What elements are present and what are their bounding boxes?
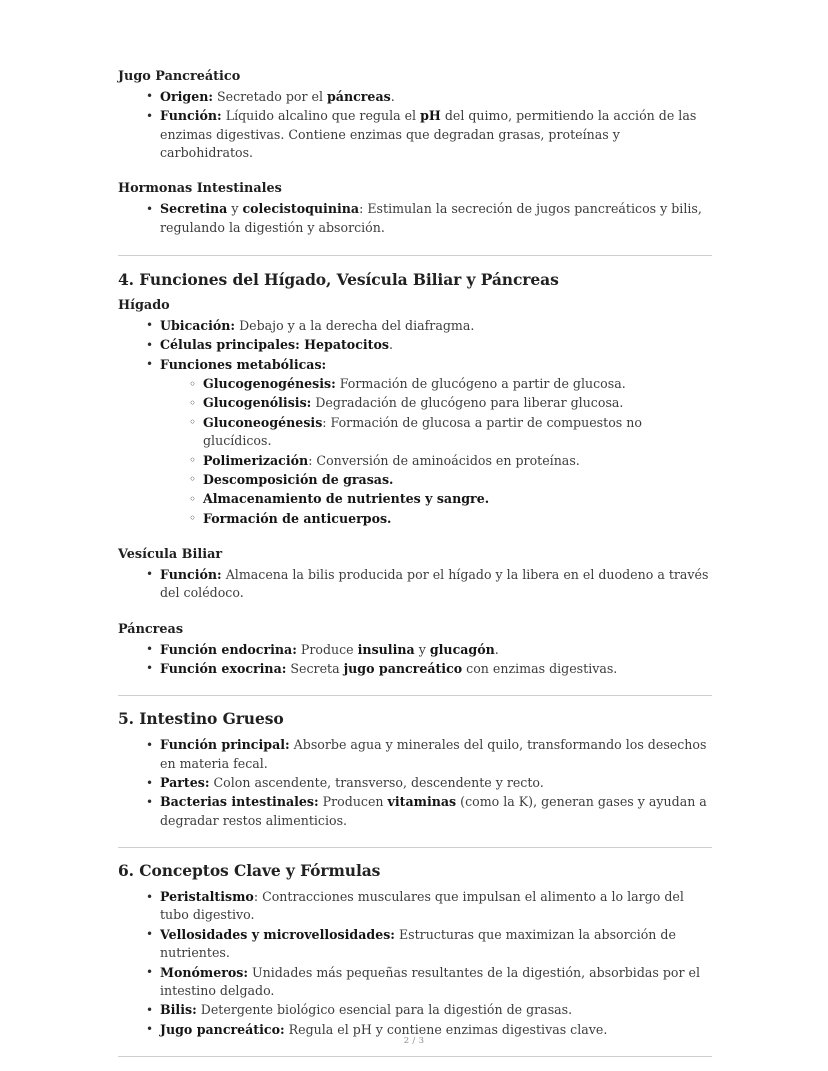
list-item: [146, 200, 712, 237]
list-item: [189, 394, 712, 412]
item-label: Jugo pancreático:: [160, 1021, 285, 1037]
item-text: Unidades más pequeñas resultantes de la digestión, absorbidas por el intestino delgado.: [160, 964, 701, 998]
divider-wrap: [118, 255, 712, 256]
item-text: : Contracciones musculares que impulsan el alimento a lo largo del tubo digestivo.: [160, 889, 684, 923]
list-item: [146, 736, 712, 773]
item-emphasis: vitaminas: [387, 794, 457, 810]
spacer: [118, 604, 712, 621]
section-divider: [118, 847, 712, 848]
item-label-2: colecistoquinina: [242, 201, 360, 217]
item-text-tail: con enzimas digestivas.: [462, 660, 618, 676]
list-intestino-grueso: [118, 736, 712, 830]
list-item: [146, 317, 712, 335]
list-item: [146, 774, 712, 792]
subheading-hormonas-intestinales: Hormonas Intestinales: [118, 181, 282, 197]
list-conceptos-clave: [118, 888, 712, 1039]
item-label: Glucogenogénesis:: [203, 376, 336, 392]
spacer: [118, 163, 712, 180]
item-label: Peristaltismo: [160, 889, 254, 905]
item-label: Monómeros:: [160, 964, 249, 980]
heading-seccion-4: 4. Funciones del Hígado, Vesícula Biliar y Páncreas: [118, 270, 559, 290]
list-item: [189, 375, 712, 393]
item-label: Ubicación:: [160, 317, 236, 333]
item-text: Líquido alcalino que regula el: [221, 108, 421, 124]
list-item: [146, 793, 712, 830]
list-pancreas: [118, 641, 712, 679]
list-item: [146, 88, 712, 106]
item-label: Origen:: [160, 88, 214, 104]
item-label: Descomposición de grasas.: [203, 471, 394, 487]
list-item: [146, 660, 712, 678]
list-item: [189, 490, 712, 508]
item-label: Funciones metabólicas:: [160, 356, 327, 372]
list-item: [146, 336, 712, 354]
item-emphasis: jugo pancreático: [343, 660, 463, 676]
block-seccion-4: [118, 270, 712, 678]
block-jugo-pancreatico: [118, 68, 712, 162]
spacer: [118, 529, 712, 546]
list-item: [146, 888, 712, 925]
item-text: Secretado por el: [213, 88, 327, 104]
item-text: : Formación de glucosa a partir de compuestos no glucídicos.: [203, 414, 642, 449]
item-label: Gluconeogénesis: [203, 414, 323, 430]
block-hormonas-intestinales: [118, 180, 712, 237]
item-text: y: [227, 201, 243, 217]
item-text: : Conversión de aminoácidos en proteínas.: [308, 452, 580, 468]
item-text: .: [388, 337, 393, 353]
section-divider: [118, 255, 712, 256]
item-text: Almacena la bilis producida por el hígado y la libera en el duodeno a través del colédoco.: [160, 566, 709, 601]
item-text: Debajo y a la derecha del diafragma.: [235, 317, 475, 333]
item-text: Colon ascendente, transverso, descendente y recto.: [209, 775, 544, 790]
heading-seccion-5: 5. Intestino Grueso: [118, 709, 284, 729]
list-hormonas-intestinales: [118, 200, 712, 237]
item-label: Glucogenólisis:: [203, 395, 312, 411]
subheading-pancreas: Páncreas: [118, 621, 184, 637]
item-text-tail: .: [494, 641, 499, 657]
section-divider: [118, 1056, 712, 1057]
list-item: [146, 107, 712, 162]
list-item: [189, 510, 712, 528]
subheading-jugo-pancreatico: Jugo Pancreático: [118, 69, 241, 84]
item-text: Absorbe agua y minerales del quilo, transformando los desechos en materia fecal.: [160, 737, 707, 771]
item-label: Secretina: [160, 201, 228, 217]
divider-wrap: [118, 1056, 712, 1057]
item-text: Degradación de glucógeno para liberar glucosa.: [311, 395, 624, 411]
list-item: [189, 471, 712, 489]
item-label: Almacenamiento de nutrientes y sangre.: [203, 491, 490, 507]
item-label: Bilis:: [160, 1002, 197, 1018]
document-body: [118, 68, 712, 1057]
item-label: Función exocrina:: [160, 660, 287, 676]
item-label: Células principales: Hepatocitos: [160, 337, 389, 353]
list-vesicula-biliar: [118, 566, 712, 603]
item-emphasis: insulina: [357, 641, 415, 657]
item-label: Polimerización: [203, 452, 309, 468]
list-item: [189, 452, 712, 470]
list-item: [146, 641, 712, 659]
item-emphasis: pH: [420, 108, 441, 124]
item-text: Estructuras que maximizan la absorción de nutrientes.: [160, 926, 676, 961]
list-jugo-pancreatico: [118, 88, 712, 163]
block-seccion-5: [118, 709, 712, 830]
list-item: [146, 566, 712, 603]
divider-wrap: [118, 695, 712, 696]
item-text-mid: y: [414, 641, 430, 657]
item-label: Función endocrina:: [160, 641, 297, 657]
subheading-higado: Hígado: [118, 297, 170, 313]
item-label: Función principal:: [160, 737, 290, 753]
page-footer: [0, 1036, 828, 1046]
list-item: [146, 964, 712, 1001]
item-text-tail: .: [390, 88, 395, 104]
item-label: Vellosidades y microvellosidades:: [160, 926, 395, 942]
item-text: Secreta: [286, 660, 344, 676]
list-item: [146, 926, 712, 963]
item-label: Partes:: [160, 775, 210, 790]
item-text-tail: (como la K), generan gases y ayudan a degradar restos alimenticios.: [160, 794, 707, 828]
list-item: [146, 1001, 712, 1019]
item-text: Produce: [296, 641, 358, 657]
divider-wrap: [118, 847, 712, 848]
item-text: Formación de glucógeno a partir de glucosa.: [335, 376, 626, 392]
item-text: Producen: [318, 794, 388, 810]
subheading-vesicula-biliar: Vesícula Biliar: [118, 547, 223, 563]
page-number: 2 / 3: [403, 1036, 425, 1046]
list-funciones-metabolicas: [160, 375, 712, 528]
block-seccion-6: [118, 861, 712, 1039]
heading-seccion-6: 6. Conceptos Clave y Fórmulas: [118, 861, 381, 881]
item-emphasis: páncreas: [327, 88, 391, 104]
item-label: Bacterias intestinales:: [160, 794, 319, 810]
item-text: Regula el pH y contiene enzimas digestivas clave.: [284, 1021, 608, 1037]
item-text-tail: : Estimulan la secreción de jugos pancreáticos y bilis, regulando la digestión y absorción.: [160, 201, 702, 235]
list-item: [189, 414, 712, 451]
item-text-tail: del quimo, permitiendo la acción de las enzimas digestivas. Contiene enzimas que degradan grasas, proteínas y carbohidratos.: [160, 108, 697, 161]
item-label: Función:: [160, 566, 222, 582]
item-label: Función:: [160, 108, 222, 124]
list-item: [146, 356, 712, 528]
item-emphasis-2: glucagón: [429, 641, 495, 657]
section-divider: [118, 695, 712, 696]
item-text: Detergente biológico esencial para la digestión de grasas.: [196, 1002, 573, 1018]
item-label: Formación de anticuerpos.: [203, 510, 392, 526]
list-higado: [118, 317, 712, 528]
